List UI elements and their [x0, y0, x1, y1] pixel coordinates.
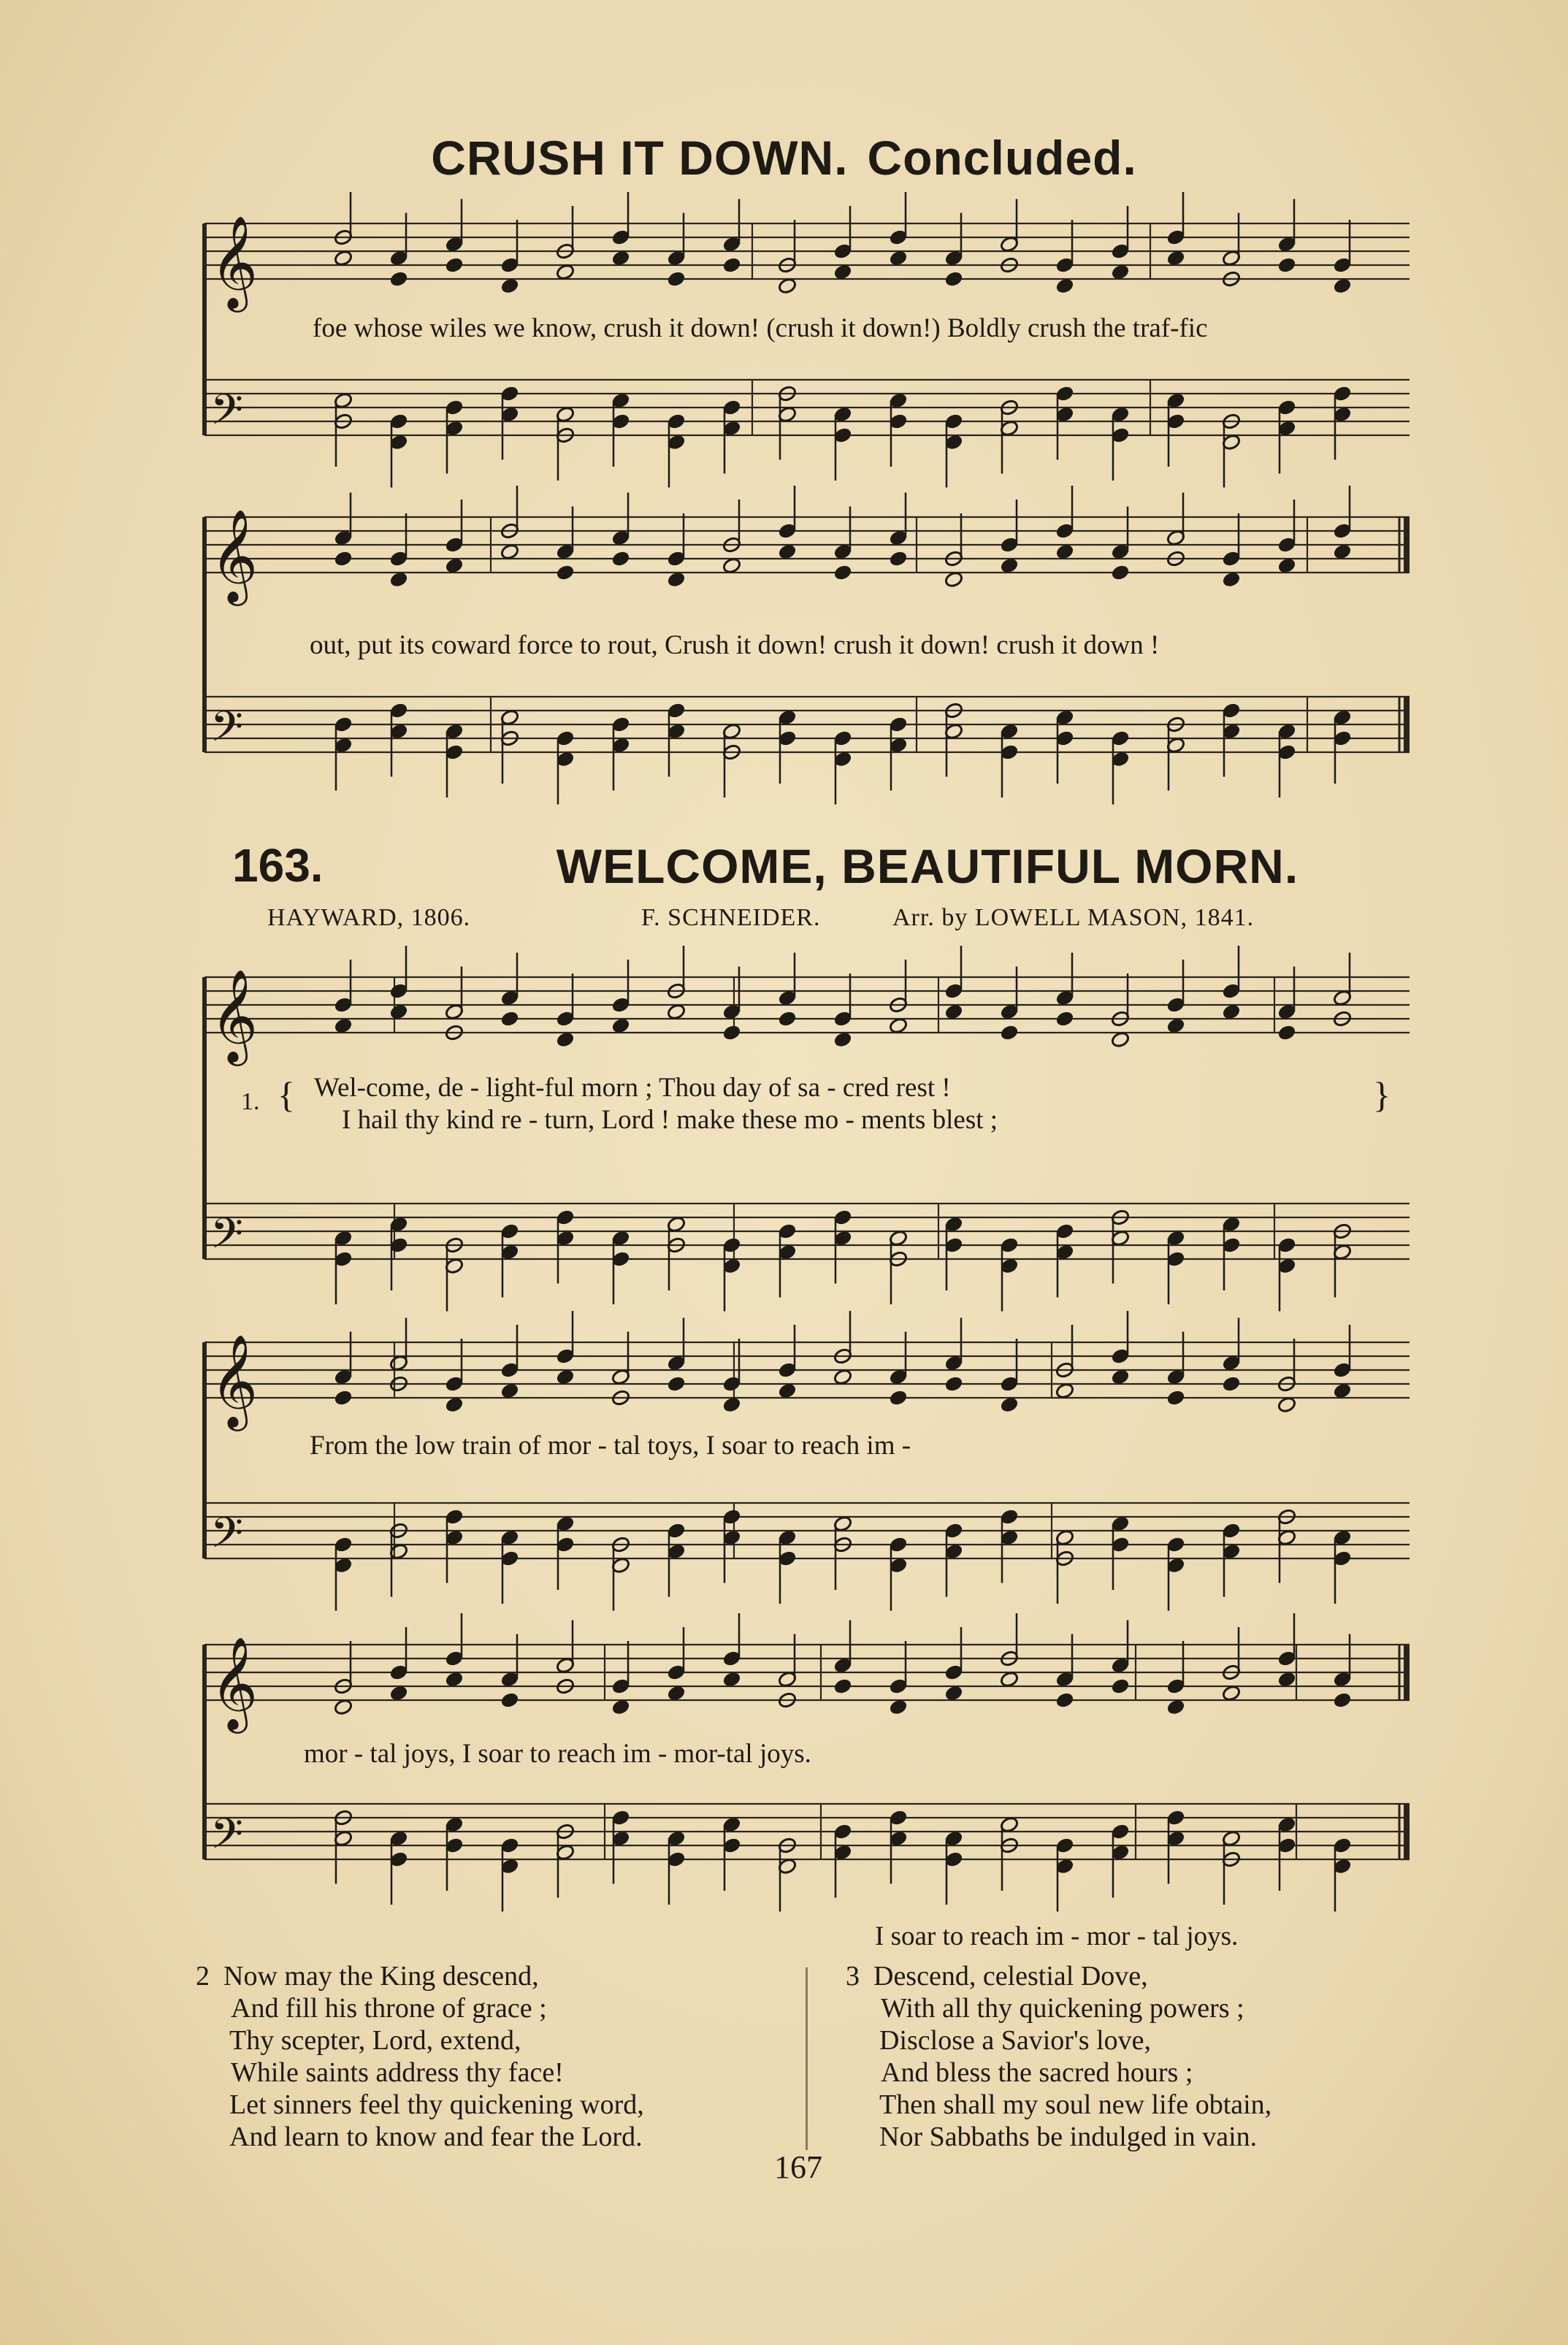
svg-text:𝄞: 𝄞 [210, 1636, 259, 1729]
lyric-line: out, put its coward force to rout, Crush it down! crush it down! crush it down ! [310, 630, 1160, 660]
verse-line: Thy scepter, Lord, extend, [229, 2025, 521, 2056]
verse-line: And fill his throne of grace ; [231, 1993, 547, 2024]
title-concluded: Concluded. [867, 131, 1137, 185]
svg-text:𝄢: 𝄢 [210, 702, 244, 762]
verse-line: Nor Sabbaths be indulged in vain. [879, 2122, 1258, 2152]
hymn-number: 163. [232, 839, 324, 892]
verse-line: Let sinners feel thy quickening word, [229, 2089, 644, 2120]
lyric-line: mor - tal joys, I soar to reach im - mor-tal joys. [304, 1739, 811, 1769]
title-text: CRUSH IT DOWN. [431, 131, 849, 185]
svg-text:𝄢: 𝄢 [210, 385, 244, 445]
hymn-arranger: Arr. by LOWELL MASON, 1841. [892, 904, 1255, 931]
svg-text:𝄞: 𝄞 [210, 508, 259, 602]
lyric-line: foe whose wiles we know, crush it down! (crush it down!) Boldly crush the traf-fic [313, 313, 1208, 343]
lyric-line: I hail thy kind re - turn, Lord ! make these mo - ments blest ; [342, 1105, 998, 1135]
hymn-author: HAYWARD, 1806. [267, 904, 471, 931]
verse-number: 3 [846, 1961, 860, 1992]
verse-3 [846, 1960, 1271, 2153]
verse-line: Descend, celestial Dove, [873, 1961, 1148, 1992]
brace-right: } [1373, 1074, 1391, 1115]
verse-line: Disclose a Savior's love, [879, 2025, 1152, 2056]
verse-2 [196, 1960, 644, 2153]
svg-text:𝄢: 𝄢 [210, 1508, 244, 1568]
brace-left: { [278, 1074, 295, 1115]
lyric-line: From the low train of mor - tal toys, I soar to reach im - [310, 1431, 911, 1461]
verse-line: While saints address thy face! [231, 2057, 564, 2088]
hymn-composer: F. SCHNEIDER. [641, 904, 821, 931]
column-divider [806, 1967, 808, 2150]
verse-line: And bless the sacred hours ; [881, 2057, 1193, 2088]
svg-text:𝄞: 𝄞 [210, 1334, 259, 1427]
song-title-welcome: WELCOME, BEAUTIFUL MORN. [556, 839, 1299, 893]
verse-line: Then shall my soul new life obtain, [879, 2089, 1272, 2120]
verse-label: 1. [241, 1088, 260, 1115]
verse-line: And learn to know and fear the Lord. [229, 2122, 643, 2152]
verse-number: 2 [196, 1961, 210, 1992]
svg-text:𝄢: 𝄢 [210, 1809, 244, 1869]
svg-text:𝄢: 𝄢 [210, 1209, 244, 1269]
lyric-line: Wel-come, de - light-ful morn ; Thou day of sa - cred rest ! [314, 1073, 951, 1103]
svg-text:𝄞: 𝄞 [210, 968, 259, 1062]
page-number: 167 [774, 2149, 822, 2185]
verse-line: With all thy quickening powers ; [881, 1993, 1244, 2024]
song-title-crush-it-down [0, 130, 1568, 185]
verse-line: Now may the King descend, [223, 1961, 539, 1992]
svg-text:𝄞: 𝄞 [210, 215, 259, 308]
lyric-line-bass: I soar to reach im - mor - tal joys. [875, 1921, 1239, 1951]
